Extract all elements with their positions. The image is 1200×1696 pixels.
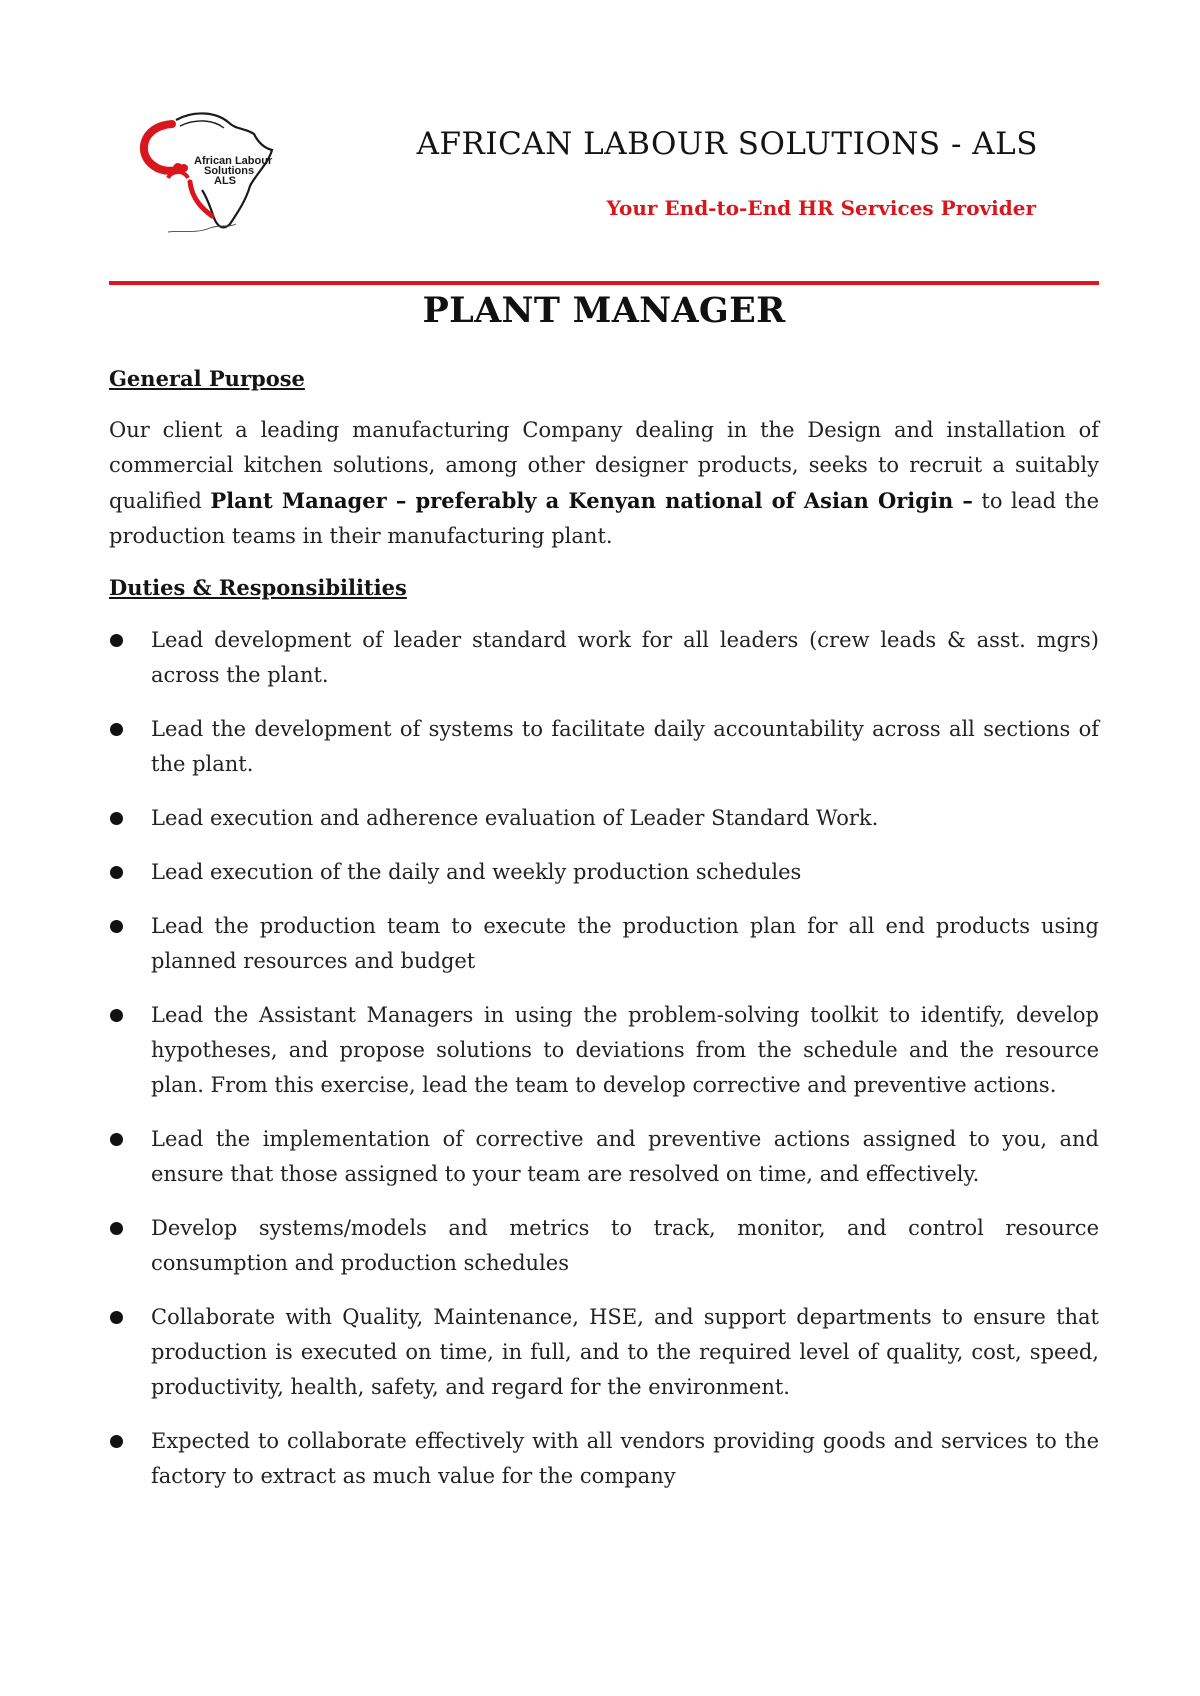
africa-map-logo-icon bbox=[132, 104, 314, 250]
bullet-icon bbox=[110, 1222, 123, 1235]
list-item bbox=[109, 712, 1099, 782]
bullet-icon bbox=[110, 723, 123, 736]
bullet-icon bbox=[110, 920, 123, 933]
list-item bbox=[109, 1122, 1099, 1192]
bullet-icon bbox=[110, 812, 123, 825]
duty-text: Lead execution of the daily and weekly production schedules bbox=[151, 860, 802, 884]
company-logo bbox=[132, 104, 314, 250]
bullet-icon bbox=[110, 1435, 123, 1448]
general-purpose-text-start: Our client a leading manufacturing Company dealing in the Design and installation of commercial kitchen solutions, among other designer products, seeks to recruit a suitably qualified bbox=[109, 418, 1099, 513]
company-tagline: Your End-to-End HR Services Provider bbox=[606, 196, 1036, 220]
bullet-icon bbox=[110, 1009, 123, 1022]
page-title: PLANT MANAGER bbox=[422, 290, 786, 331]
bullet-icon bbox=[110, 634, 123, 647]
general-purpose-heading: General Purpose bbox=[109, 366, 305, 391]
logo-text: African Labour Solutions ALS bbox=[194, 155, 273, 187]
header-divider bbox=[109, 281, 1099, 285]
company-name: AFRICAN LABOUR SOLUTIONS - ALS bbox=[416, 126, 1038, 162]
duty-text: Expected to collaborate effectively with all vendors providing goods and services to the factory to extract as much value for the company bbox=[151, 1429, 1099, 1488]
duty-text: Lead the implementation of corrective and preventive actions assigned to you, and ensure that those assigned to your team are resolved on time, and effectively. bbox=[151, 1127, 1099, 1186]
general-purpose-text bbox=[109, 413, 1099, 554]
duty-text: Lead the development of systems to facilitate daily accountability across all sections of the plant. bbox=[151, 717, 1099, 776]
list-item bbox=[109, 998, 1099, 1103]
list-item bbox=[109, 623, 1099, 693]
bullet-icon bbox=[110, 1311, 123, 1324]
duty-text: Collaborate with Quality, Maintenance, HSE, and support departments to ensure that production is executed on time, in full, and to the required level of quality, cost, speed, productivity, health, safety, and regard for the environment. bbox=[151, 1305, 1099, 1399]
bullet-icon bbox=[110, 866, 123, 879]
list-item bbox=[109, 1300, 1099, 1405]
duties-heading: Duties & Responsibilities bbox=[109, 575, 407, 600]
list-item bbox=[109, 801, 1099, 836]
list-item bbox=[109, 1211, 1099, 1281]
duty-text: Lead development of leader standard work for all leaders (crew leads & asst. mgrs) across the plant. bbox=[151, 628, 1099, 687]
list-item bbox=[109, 909, 1099, 979]
general-purpose-text-bold: Plant Manager – preferably a Kenyan national of Asian Origin – bbox=[210, 488, 973, 513]
duty-text: Lead execution and adherence evaluation of Leader Standard Work. bbox=[151, 806, 879, 830]
list-item bbox=[109, 855, 1099, 890]
bullet-icon bbox=[110, 1133, 123, 1146]
duty-text: Develop systems/models and metrics to track, monitor, and control resource consumption and production schedules bbox=[151, 1216, 1099, 1275]
duty-text: Lead the Assistant Managers in using the problem-solving toolkit to identify, develop hypotheses, and propose solutions to deviations from the schedule and the resource plan. From this exercise, lead the team to develop corrective and preventive actions. bbox=[151, 1003, 1099, 1097]
general-purpose-text-end: to lead the production teams in their manufacturing plant. bbox=[109, 489, 1099, 548]
duties-list bbox=[109, 623, 1099, 1494]
list-item bbox=[109, 1424, 1099, 1494]
duty-text: Lead the production team to execute the production plan for all end products using planned resources and budget bbox=[151, 914, 1099, 973]
document-body bbox=[109, 364, 1099, 1513]
